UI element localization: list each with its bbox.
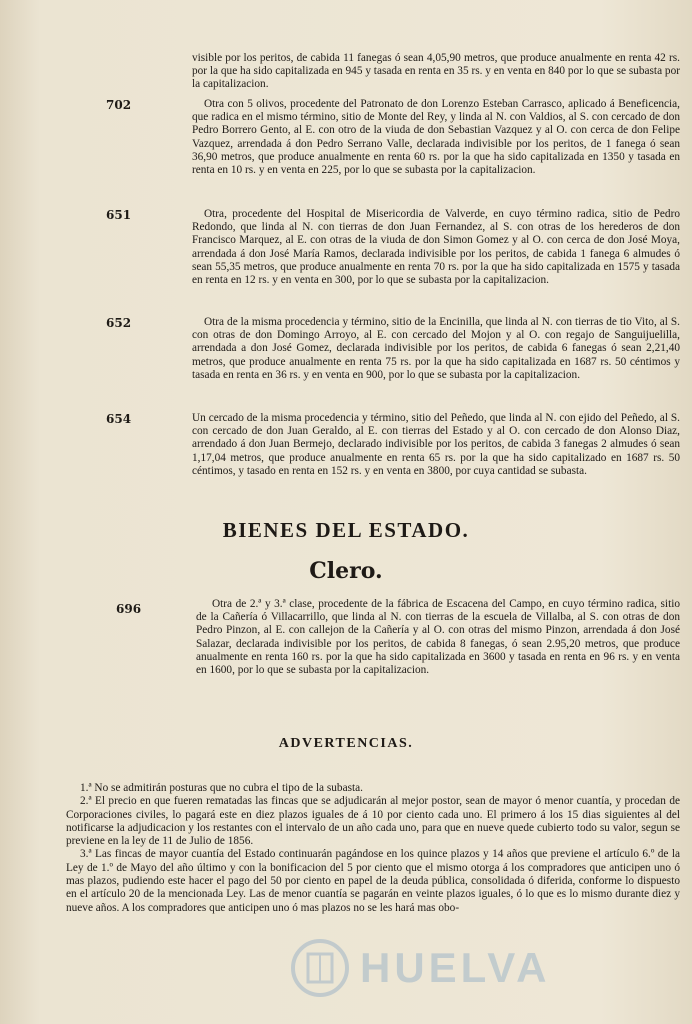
entry-number: 651 — [106, 208, 132, 222]
entry-text: Otra de 2.ª y 3.ª clase, procedente de la fábrica de Escacena del Campo, en cuyo término radica, sitio de la Cañería ó Villacarrillo, que linda al N. con tierras de la escuela de Villalba, al S. con otras de don Pedro Pinzon, al E. con callejon de la Cañería y al O. con otras del mismo Pinzon, arrendada á don José Salazar, declarada indivisible por los peritos, de cabida 8 fanegas, ó sean 2.95,20 metros, que produce anualmente en renta 160 rs. por la que ha sido capitalizada en 3600 y tasada en renta en 96 rs. y en venta en 1600, por lo que se subasta por la capitalizacion. — [196, 598, 680, 677]
entry-number: 652 — [106, 316, 132, 330]
entry-number: 702 — [106, 98, 132, 112]
advertencias-title: ADVERTENCIAS. — [278, 736, 414, 751]
entry-text: Otra con 5 olivos, procedente del Patronato de don Lorenzo Esteban Carrasco, aplicado á Beneficencia, que radica en el mismo término, sitio de Monte del Rey, y linda al N. con Valdios, al S. con cercado de don Pedro Borrero Gento, al E. con otro de la viuda de don Sebastian Vazquez y al O. con cerca de don Felipe Vazquez, arrendada á don Pedro Serrano Valle, declarada indivisible por los peritos, de 1 fanega ó sean 36,90 metros, que produce anualmente en renta 60 rs. por la que ha sido capitalizada en 1350 y tasada en renta en 10 rs. y en venta en 225, por lo que se subasta por la capitalizacion. — [192, 98, 680, 177]
advertencias-list — [66, 782, 680, 915]
section-title: BIENES DEL ESTADO. — [222, 518, 470, 542]
advertencia-item: 2.ª El precio en que fueren rematadas las fincas que se adjudicarán al mejor postor, sean de mayor ó menor cuantía, y procedan de Corporaciones civiles, lo pagará este en diez plazos iguales de á 10 por ciento cada uno. El primero á los 15 dias siguientes al del notificarse la adjudicacion y los restantes con el intervalo de un año cada uno, para que en nueve quede cubierto todo su valor, segun se previene en la ley de 11 de Julio de 1856. — [66, 795, 680, 848]
entry-text: Otra de la misma procedencia y término, sitio de la Encinilla, que linda al N. con tierras de tio Vito, al S. con otras de don Domingo Arroyo, al E. con cercado del Mojon y al O. con regajo de Sanguijuelilla, arrendada a don José Gomez, declarada indivisible por los peritos, de cabida 6 fanegas ó sean 2,21,40 metros, que produce anualmente en renta 75 rs. por la que ha sido capitalizada en 1687 rs. 50 céntimos y tasada en renta en 36 rs. y en venta en 900, por lo que se subasta por la capitalizacion. — [192, 316, 680, 381]
library-seal-icon — [290, 938, 350, 998]
library-watermark — [290, 938, 550, 998]
watermark-text: HUELVA — [360, 944, 551, 991]
entry-text: visible por los peritos, de cabida 11 fanegas ó sean 4,05,90 metros, que produce anualmente en renta 42 rs. por la que ha sido capitalizada en 945 y tasada en renta en 35 rs. y en venta en 840 por lo que se subasta por la capitalizacion. — [192, 52, 680, 91]
subsection-title: Clero. — [309, 558, 383, 584]
advertencia-item: 3.ª Las fincas de mayor cuantía del Estado continuarán pagándose en los quince plazos y 14 años que previene el artículo 6.º de la Ley de 1.º de Mayo del año último y con la bonificacion del 5 por ciento que el mismo otorga á los compradores que anticipen uno ó mas plazos, pudiendo este hacer el pago del 50 por ciento en papel de la deuda pública, consolidada ó diferida, conforme lo dispuesto en el artículo 20 de la mencionada Ley. Las de menor cuantía se pagarán en veinte plazos iguales, ó lo que es lo mismo durante diez y nueve años. A los compradores que anticipen uno ó mas plazos no se les hará mas obo- — [66, 848, 680, 914]
advertencia-item: 1.ª No se admitirán posturas que no cubra el tipo de la subasta. — [80, 782, 363, 794]
entry-number: 654 — [106, 412, 132, 426]
entry-number: 696 — [116, 602, 142, 616]
entry-text: Un cercado de la misma procedencia y término, sitio del Peñedo, que linda al N. con ejido del Peñedo, al S. con cercado de don Juan Geraldo, al E. con tierras del Estado y al O. con cercado de don Alonso Diaz, arrendado á don Juan Bermejo, declarado indivisible por los peritos, de cabida 3 fanegas 2 almudes ó sean 1,17,04 metros, que produce anualmente en renta 65 rs. por la que ha sido capitalizado en 1687 rs. 50 céntimos, y tasado en renta en 152 rs. y en venta en 3800, por cuya cantidad se subasta. — [192, 412, 680, 477]
entry-text: Otra, procedente del Hospital de Misericordia de Valverde, en cuyo término radica, sitio de Pedro Redondo, que linda al N. con tierras de don Juan Fernandez, al S. con otras de los herederos de don Francisco Marquez, al E. con otras de la viuda de don Simon Gomez y al O. con cerca de don José Moya, arrendada á don José María Ramos, declarada indivisible por los peritos, de cabida 1 fanega 6 almudes ó sean 55,35 metros, que produce anualmente en renta 70 rs. por la que ha sido capitalizada en 1575 y tasada en renta en 12 rs. y en venta en 300, por lo que se subasta por la capitalizacion. — [192, 208, 680, 287]
